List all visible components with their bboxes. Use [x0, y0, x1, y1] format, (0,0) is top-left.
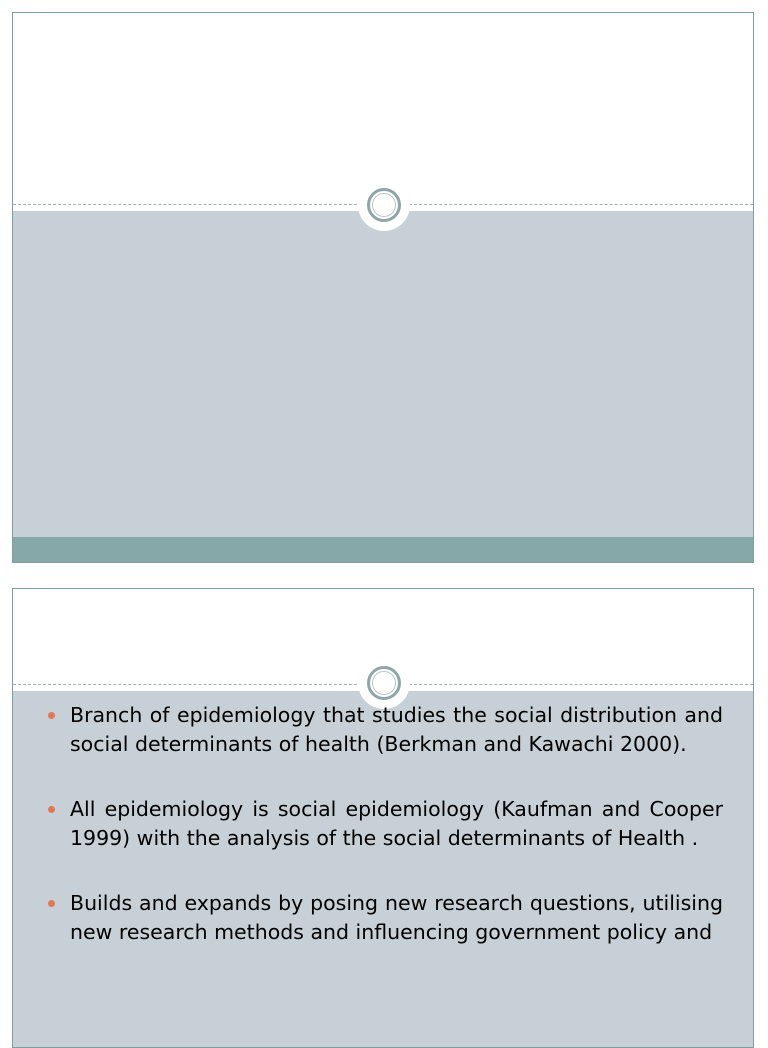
slide-1 — [12, 12, 754, 563]
bullet-item — [48, 701, 723, 759]
bullet-item — [48, 795, 723, 853]
bullet-dot-icon — [48, 806, 55, 813]
bullet-dot-icon — [48, 900, 55, 907]
slide-1-body-panel — [13, 211, 753, 537]
slide-1-footer-bar — [13, 537, 753, 563]
slide-2 — [12, 588, 754, 1048]
bullet-list — [48, 701, 723, 983]
bullet-text: Branch of epidemiology that studies the social distribution and social determinants of health (Berkman and Kawachi 2000). — [70, 703, 723, 756]
slide-1-title-area — [13, 13, 753, 206]
ring-icon — [358, 179, 410, 231]
bullet-item — [48, 889, 723, 947]
bullet-text: All epidemiology is social epidemiology (Kaufman and Cooper 1999) with the analysis of the social determinants of Health . — [70, 797, 723, 850]
bullet-dot-icon — [48, 712, 55, 719]
bullet-text: Builds and expands by posing new research questions, utilising new research methods and influencing government policy and — [70, 891, 723, 944]
